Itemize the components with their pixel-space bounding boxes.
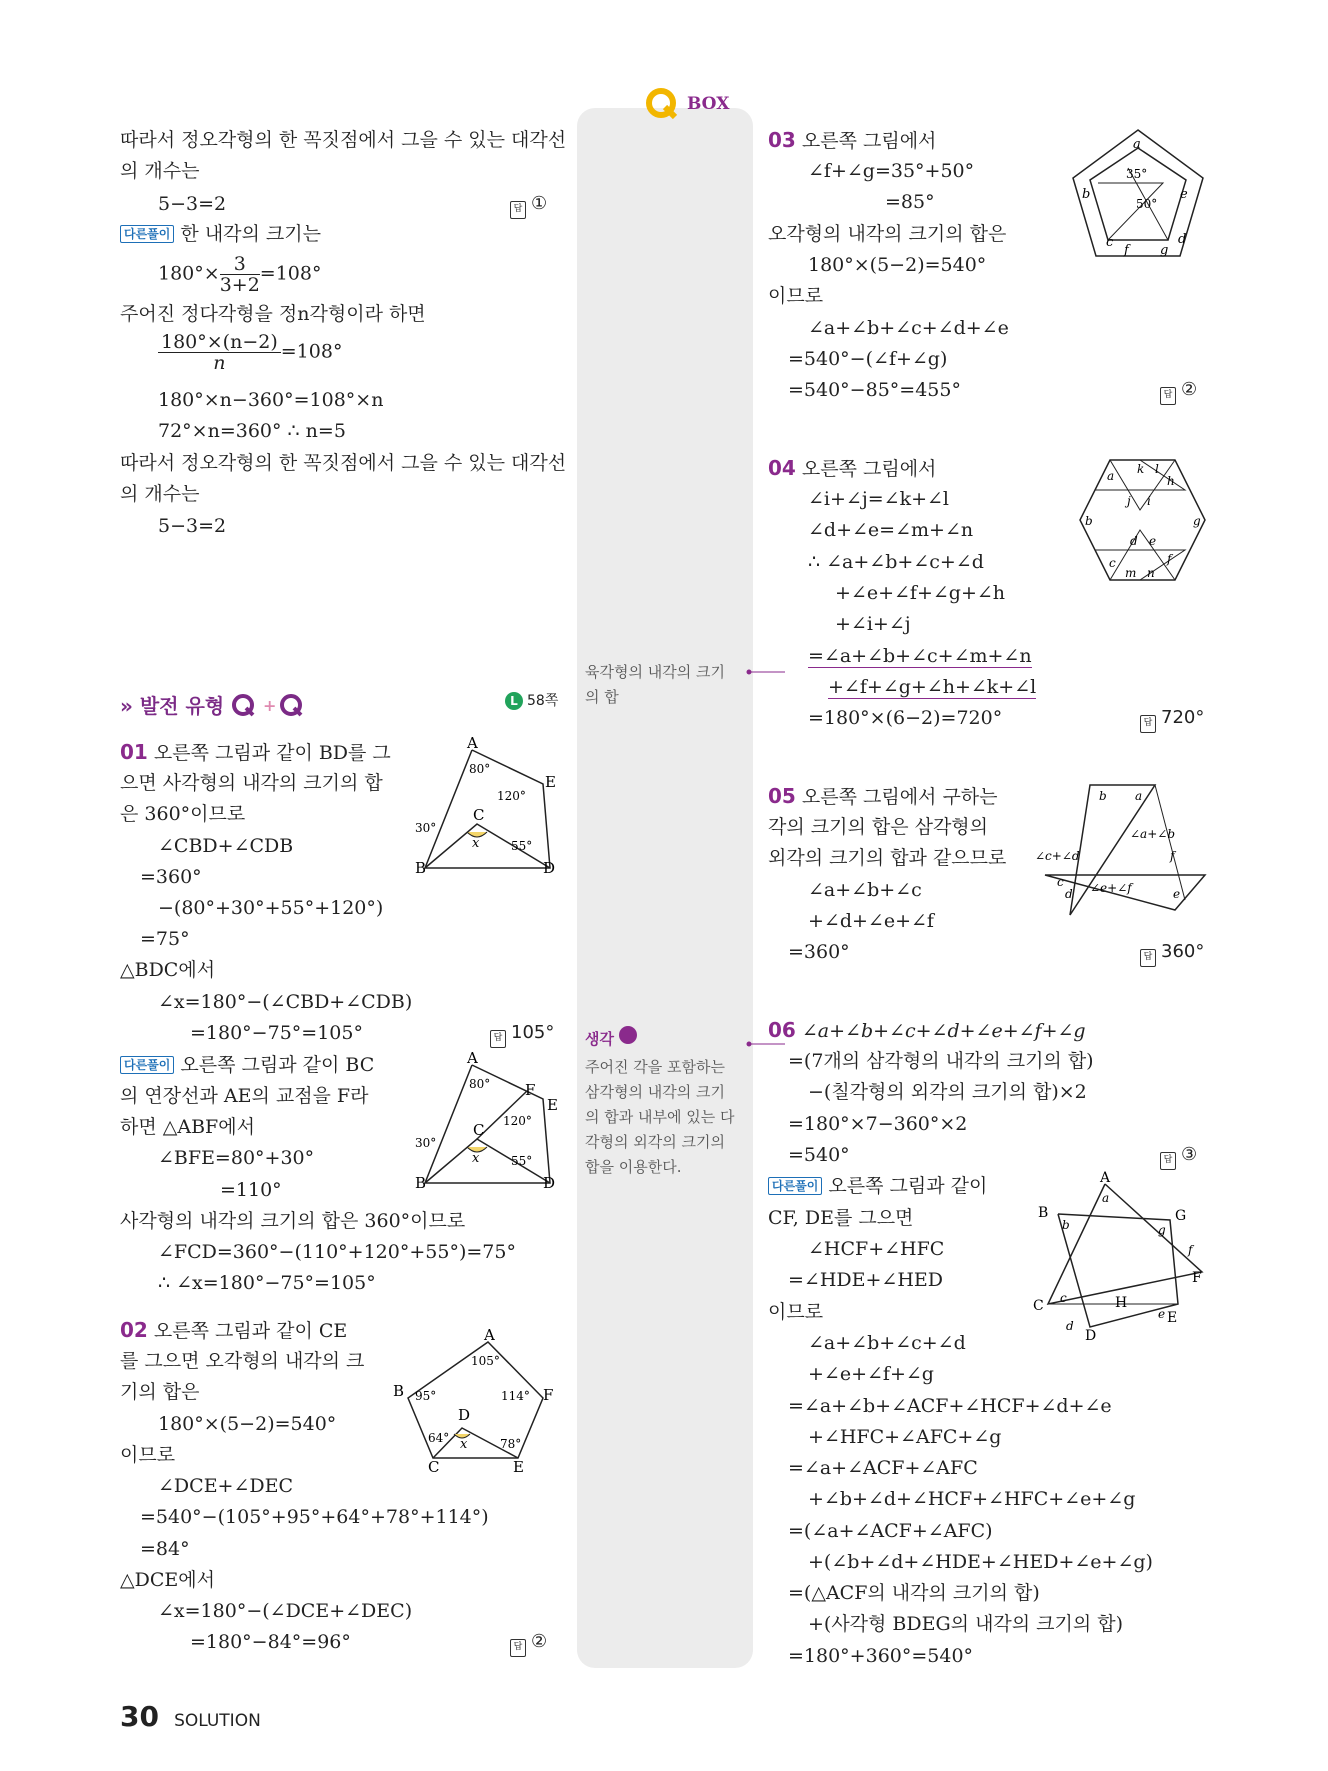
footer-label: SOLUTION (174, 1711, 261, 1731)
text-line: ∠BFE=80°+30° (158, 1147, 315, 1169)
answer-mark: 답 ② (510, 1630, 547, 1657)
svg-text:30°: 30° (415, 821, 437, 835)
svg-text:F: F (525, 1081, 536, 1099)
problem-05-line: 05 오른쪽 그림에서 구하는 (768, 784, 998, 808)
answer-icon: 답 (1160, 1152, 1176, 1170)
text-line: ∠x=180°−(∠CBD+∠CDB) (158, 991, 413, 1013)
answer-icon: 답 (1140, 715, 1156, 733)
text-line: 의 연장선과 AE의 교점을 F라 (120, 1085, 369, 1107)
svg-text:f: f (1188, 1243, 1193, 1257)
q-box-logo (645, 85, 745, 129)
svg-text:d: d (1130, 534, 1138, 548)
svg-text:∠c+∠d: ∠c+∠d (1035, 849, 1080, 863)
text-line: =84° (140, 1538, 190, 1560)
svg-text:D: D (543, 859, 556, 877)
text-line: +∠HFC+∠AFC+∠g (808, 1426, 1002, 1448)
svg-text:B: B (415, 1174, 427, 1192)
text-line: △BDC에서 (120, 959, 216, 981)
text-line: ∠a+∠b+∠c+∠d+∠e (808, 317, 1009, 339)
text-line: =180°×(6−2)=720° (808, 707, 1003, 729)
svg-text:b: b (1085, 514, 1093, 528)
text-line: =85° (885, 191, 935, 213)
figure-03 (1068, 128, 1208, 263)
page-footer (120, 1700, 261, 1733)
text-line: =540° (788, 1144, 850, 1166)
svg-text:f: f (1124, 243, 1129, 258)
svg-text:E: E (547, 1096, 558, 1114)
text-line: =360° (140, 866, 202, 888)
answer-mark: 답 720° (1140, 706, 1204, 733)
text-line: −(칠각형의 외각의 크기의 합)×2 (808, 1081, 1087, 1103)
text-line: 180°×n−360°=108°×n (158, 389, 384, 411)
svg-text:∠a+∠b: ∠a+∠b (1130, 827, 1175, 841)
svg-text:e: e (1180, 187, 1188, 202)
problem-06-line: 06 ∠a+∠b+∠c+∠d+∠e+∠f+∠g (768, 1018, 1086, 1042)
alt-solution-tag: 다른풀이 (120, 225, 174, 243)
svg-text:x: x (472, 836, 480, 851)
svg-text:C: C (428, 1458, 440, 1476)
svg-text:E: E (1167, 1310, 1178, 1326)
text-line: 따라서 정오각형의 한 꼭짓점에서 그을 수 있는 대각선 (120, 129, 567, 151)
text-line: ∠i+∠j=∠k+∠l (808, 488, 949, 510)
text-line: +∠e+∠f+∠g+∠h (835, 582, 1006, 604)
text-line: ∴ ∠a+∠b+∠c+∠d (808, 551, 984, 573)
svg-text:d: d (1178, 232, 1187, 247)
svg-text:c: c (1109, 556, 1116, 570)
svg-text:50°: 50° (1136, 197, 1158, 211)
text-line: 외각의 크기의 합과 같으므로 (768, 847, 1007, 869)
figure-05 (1035, 780, 1210, 920)
figure-06 (1030, 1172, 1210, 1342)
svg-text:F: F (543, 1386, 554, 1404)
side-note-1: 육각형의 내각의 크기 의 합 (585, 663, 725, 706)
svg-text:f: f (1170, 849, 1175, 863)
svg-text:b: b (1099, 789, 1107, 803)
q-plus-q-icon (231, 693, 311, 719)
connector-line (745, 668, 785, 678)
svg-text:E: E (545, 773, 556, 791)
text-line: ∠a+∠b+∠c+∠d (808, 1332, 966, 1354)
svg-text:c: c (1057, 875, 1064, 889)
figure-02 (388, 1326, 558, 1476)
text-line: ∠DCE+∠DEC (158, 1475, 294, 1497)
answer-mark: 답 105° (490, 1021, 554, 1048)
text-line: 5−3=2 (158, 193, 227, 215)
text-line: =180°−75°=105° (190, 1022, 363, 1044)
svg-text:A: A (467, 734, 478, 752)
text-line: 각의 크기의 합은 삼각형의 (768, 816, 989, 838)
section-heading: » 발전 유형 + (120, 690, 311, 719)
text-line: ∠x=180°−(∠DCE+∠DEC) (158, 1600, 413, 1622)
svg-text:E: E (513, 1458, 524, 1476)
text-line: ∠d+∠e=∠m+∠n (808, 519, 974, 541)
alt-solution-line: 다른풀이 오른쪽 그림과 같이 BC (120, 1053, 374, 1077)
fraction-line: 180°× $\frac{3}{3+2}$ =108° (158, 253, 322, 296)
text-line: 따라서 정오각형의 한 꼭짓점에서 그을 수 있는 대각선 (120, 452, 567, 474)
text-line: 이므로 (120, 1444, 176, 1466)
answer-icon: 답 (1160, 387, 1176, 405)
svg-text:95°: 95° (415, 1389, 437, 1403)
answer-icon: 답 (1140, 949, 1156, 967)
svg-text:114°: 114° (501, 1389, 530, 1403)
text-line: =180°−84°=96° (190, 1631, 351, 1653)
text-line: 사각형의 내각의 크기의 합은 360°이므로 (120, 1210, 466, 1232)
answer-mark: 답 ③ (1160, 1143, 1197, 1170)
svg-text:d: d (1066, 1319, 1074, 1333)
text-line: ∴ ∠x=180°−75°=105° (158, 1272, 376, 1294)
text-line: −(80°+30°+55°+120°) (158, 897, 384, 919)
answer-icon: 답 (510, 1639, 526, 1657)
think-label: 생각 (585, 1026, 637, 1052)
svg-text:a: a (1102, 1191, 1110, 1205)
svg-text:j: j (1127, 494, 1131, 508)
alt-solution-tag: 다른풀이 (120, 1056, 174, 1074)
problem-02-line: 02 오른쪽 그림과 같이 CE (120, 1318, 348, 1342)
svg-text:35°: 35° (1126, 167, 1148, 181)
text-line: 기의 합은 (120, 1381, 200, 1403)
svg-text:f: f (1167, 552, 1172, 566)
svg-text:l: l (1155, 462, 1159, 476)
svg-text:b: b (1082, 187, 1091, 202)
text-line: =(7개의 삼각형의 내각의 크기의 합) (788, 1050, 1094, 1072)
text-line: =∠HDE+∠HED (788, 1269, 944, 1291)
text-line: =540°−(105°+95°+64°+78°+114°) (140, 1506, 489, 1528)
svg-text:e: e (1173, 887, 1181, 901)
problem-04-line: 04 오른쪽 그림에서 (768, 456, 937, 480)
figure-01 (415, 734, 556, 877)
text-line: =∠a+∠b+∠c+∠m+∠n (808, 645, 1032, 667)
text-line: =180°×7−360°×2 (788, 1113, 968, 1135)
svg-text:d: d (1065, 887, 1073, 901)
text-line: +∠b+∠d+∠HCF+∠HFC+∠e+∠g (808, 1488, 1136, 1510)
alt-solution-line: 다른풀이 오른쪽 그림과 같이 (768, 1174, 987, 1198)
text-line: ∠a+∠b+∠c (808, 879, 922, 901)
text-line: 180°×(5−2)=540° (158, 1413, 337, 1435)
text-line: △DCE에서 (120, 1569, 215, 1591)
text-line: ∠HCF+∠HFC (808, 1238, 945, 1260)
text-line: =180°+360°=540° (788, 1645, 974, 1667)
text-line: 오각형의 내각의 크기의 합은 (768, 223, 1007, 245)
box-label: BOX (687, 94, 730, 114)
text-line: 하면 △ABF에서 (120, 1116, 255, 1138)
svg-text:e: e (1149, 534, 1157, 548)
text-line: =540°−85°=455° (788, 379, 961, 401)
text-line: =360° (788, 941, 850, 963)
text-line: +∠i+∠j (835, 613, 911, 635)
svg-text:a: a (1133, 137, 1141, 152)
svg-text:B: B (1038, 1205, 1049, 1221)
text-line: +∠f+∠g+∠h+∠k+∠l (828, 676, 1037, 698)
fraction-line: $\frac{180^\circ\times(n-2)}{n}$ =108° (158, 332, 342, 373)
svg-text:D: D (458, 1406, 471, 1424)
svg-text:g: g (1158, 1223, 1166, 1237)
svg-text:80°: 80° (469, 1077, 491, 1091)
double-chevron-icon: » (120, 694, 133, 718)
svg-text:C: C (473, 1121, 485, 1139)
svg-text:80°: 80° (469, 762, 491, 776)
svg-text:n: n (1147, 566, 1155, 580)
text-line: +(사각형 BDEG의 내각의 크기의 합) (808, 1613, 1124, 1635)
text-line: CF, DE를 그으면 (768, 1207, 914, 1229)
text-line: =(△ACF의 내각의 크기의 합) (788, 1582, 1040, 1604)
text-line: +∠e+∠f+∠g (808, 1363, 934, 1385)
svg-text:g: g (1160, 243, 1169, 258)
svg-text:c: c (1106, 235, 1114, 250)
think-icon (619, 1026, 637, 1044)
svg-text:+: + (263, 696, 277, 715)
figure-04 (1075, 455, 1210, 590)
text-line: 72°×n=360° ∴ n=5 (158, 420, 346, 442)
answer-icon: 답 (490, 1030, 506, 1048)
text-line: 이므로 (768, 1301, 824, 1323)
svg-text:x: x (472, 1151, 480, 1166)
svg-text:H: H (1115, 1295, 1128, 1311)
text-line: 의 개수는 (120, 160, 200, 182)
svg-text:C: C (1033, 1298, 1044, 1314)
answer-icon: 답 (510, 201, 526, 219)
svg-text:a: a (1107, 469, 1115, 483)
svg-text:D: D (543, 1174, 556, 1192)
svg-text:x: x (460, 1437, 468, 1452)
svg-text:G: G (1175, 1208, 1187, 1224)
figure-01-alt (415, 1049, 558, 1192)
problem-01-line: 01 오른쪽 그림과 같이 BD를 그 (120, 740, 391, 764)
svg-text:105°: 105° (471, 1354, 500, 1368)
svg-text:78°: 78° (500, 1437, 522, 1451)
text-line: +(∠b+∠d+∠HDE+∠HED+∠e+∠g) (808, 1551, 1153, 1573)
text-line: =(∠a+∠ACF+∠AFC) (788, 1520, 993, 1542)
problem-03-line: 03 오른쪽 그림에서 (768, 128, 937, 152)
svg-text:120°: 120° (497, 789, 526, 803)
text-line: =540°−(∠f+∠g) (788, 348, 948, 370)
svg-text:e: e (1158, 1307, 1166, 1321)
text-line: 180°×(5−2)=540° (808, 254, 987, 276)
text-line: 를 그으면 오각형의 내각의 크 (120, 1350, 365, 1372)
text-line: 의 개수는 (120, 483, 200, 505)
text-line: =∠a+∠ACF+∠AFC (788, 1457, 978, 1479)
svg-text:∠e+∠f: ∠e+∠f (1090, 881, 1132, 895)
text-line: ∠f+∠g=35°+50° (808, 160, 975, 182)
svg-text:C: C (473, 806, 485, 824)
svg-text:A: A (1100, 1170, 1111, 1186)
svg-text:B: B (393, 1382, 405, 1400)
page-reference: L 58쪽 (505, 690, 558, 710)
svg-text:A: A (467, 1049, 478, 1067)
side-note-column (577, 108, 753, 1668)
text-line: 이므로 (768, 285, 824, 307)
svg-text:h: h (1167, 474, 1175, 488)
text-line: +∠d+∠e+∠f (808, 910, 934, 932)
svg-text:c: c (1060, 1291, 1067, 1305)
svg-text:120°: 120° (503, 1114, 532, 1128)
svg-text:m: m (1125, 566, 1137, 580)
svg-text:F: F (1192, 1270, 1202, 1286)
svg-text:55°: 55° (511, 839, 533, 853)
page-number: 30 (120, 1700, 159, 1733)
svg-text:b: b (1062, 1218, 1070, 1232)
text-line: ∠CBD+∠CDB (158, 835, 294, 857)
svg-text:A: A (484, 1326, 495, 1344)
alt-solution-tag: 다른풀이 (768, 1177, 822, 1195)
answer-mark: 답 ② (1160, 378, 1197, 405)
text-line: ∠FCD=360°−(110°+120°+55°)=75° (158, 1241, 516, 1263)
text-line: 5−3=2 (158, 515, 227, 537)
svg-text:a: a (1135, 789, 1143, 803)
svg-text:55°: 55° (511, 1154, 533, 1168)
text-line: =∠a+∠b+∠ACF+∠HCF+∠d+∠e (788, 1395, 1112, 1417)
answer-mark: 답 360° (1140, 940, 1204, 967)
svg-text:k: k (1137, 462, 1145, 476)
text-line: 으면 사각형의 내각의 크기의 합 (120, 772, 383, 794)
side-note-2: 주어진 각을 포함하는 삼각형의 내각의 크기 의 합과 내부에 있는 다 각형의 외각의 크기의 합을 이용한다. (585, 1058, 735, 1176)
alt-solution-line: 다른풀이 한 내각의 크기는 (120, 222, 321, 246)
svg-text:64°: 64° (428, 1431, 450, 1445)
text-line: =75° (140, 928, 190, 950)
answer-mark: 답 ① (510, 192, 547, 219)
q-logo-icon (645, 85, 745, 125)
svg-text:g: g (1193, 514, 1201, 528)
svg-text:B: B (415, 859, 427, 877)
svg-text:i: i (1147, 494, 1151, 508)
text-line: 주어진 정다각형을 정n각형이라 하면 (120, 303, 426, 325)
text-line: =110° (220, 1179, 282, 1201)
svg-text:30°: 30° (415, 1136, 437, 1150)
text-line: 은 360°이므로 (120, 803, 246, 825)
svg-text:D: D (1085, 1328, 1097, 1344)
